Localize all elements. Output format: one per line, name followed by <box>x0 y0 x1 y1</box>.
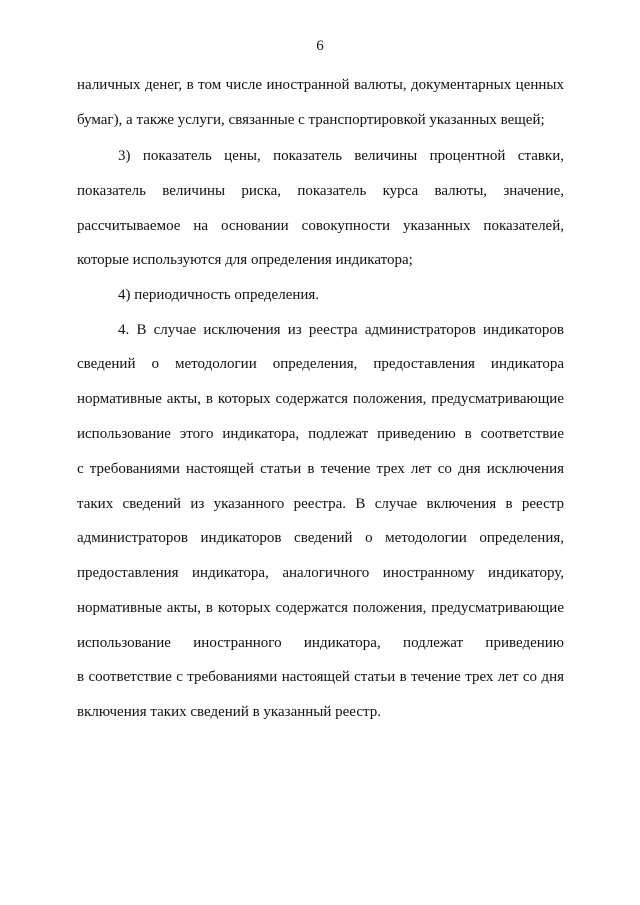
text-line: использование этого индикатора, подлежат приведению в соответствие <box>77 426 564 442</box>
text-line: включения таких сведений в указанный реестр. <box>77 704 381 720</box>
text-line: наличных денег, в том числе иностранной валюты, документарных ценных <box>77 77 564 93</box>
text-line: использование иностранного индикатора, подлежат приведению <box>77 635 564 651</box>
text-line: администраторов индикаторов сведений о методологии определения, <box>77 530 564 546</box>
text-line: показатель величины риска, показатель курса валюты, значение, <box>77 183 564 199</box>
text-line: которые используются для определения индикатора; <box>77 252 413 268</box>
text-line: нормативные акты, в которых содержатся положения, предусматривающие <box>77 600 564 616</box>
text-line: сведений о методологии определения, предоставления индикатора <box>77 356 564 372</box>
text-line: таких сведений из указанного реестра. В случае включения в реестр <box>77 496 564 512</box>
paragraph-4-first-line: 4. В случае исключения из реестра администраторов индикаторов <box>118 322 564 338</box>
page-number: 6 <box>316 38 324 54</box>
text-line: в соответствие с требованиями настоящей статьи в течение трех лет со дня <box>77 669 564 685</box>
list-item-4-line: 4) периодичность определения. <box>118 287 320 303</box>
text-line: с требованиями настоящей статьи в течение трех лет со дня исключения <box>77 461 564 477</box>
text-line: рассчитываемое на основании совокупности указанных показателей, <box>77 218 564 234</box>
text-line: бумаг), а также услуги, связанные с транспортировкой указанных вещей; <box>77 112 545 128</box>
text-line: предоставления индикатора, аналогичного иностранному индикатору, <box>77 565 564 581</box>
text-line: нормативные акты, в которых содержатся положения, предусматривающие <box>77 391 564 407</box>
list-item-3-line: 3) показатель цены, показатель величины процентной ставки, <box>118 148 564 164</box>
